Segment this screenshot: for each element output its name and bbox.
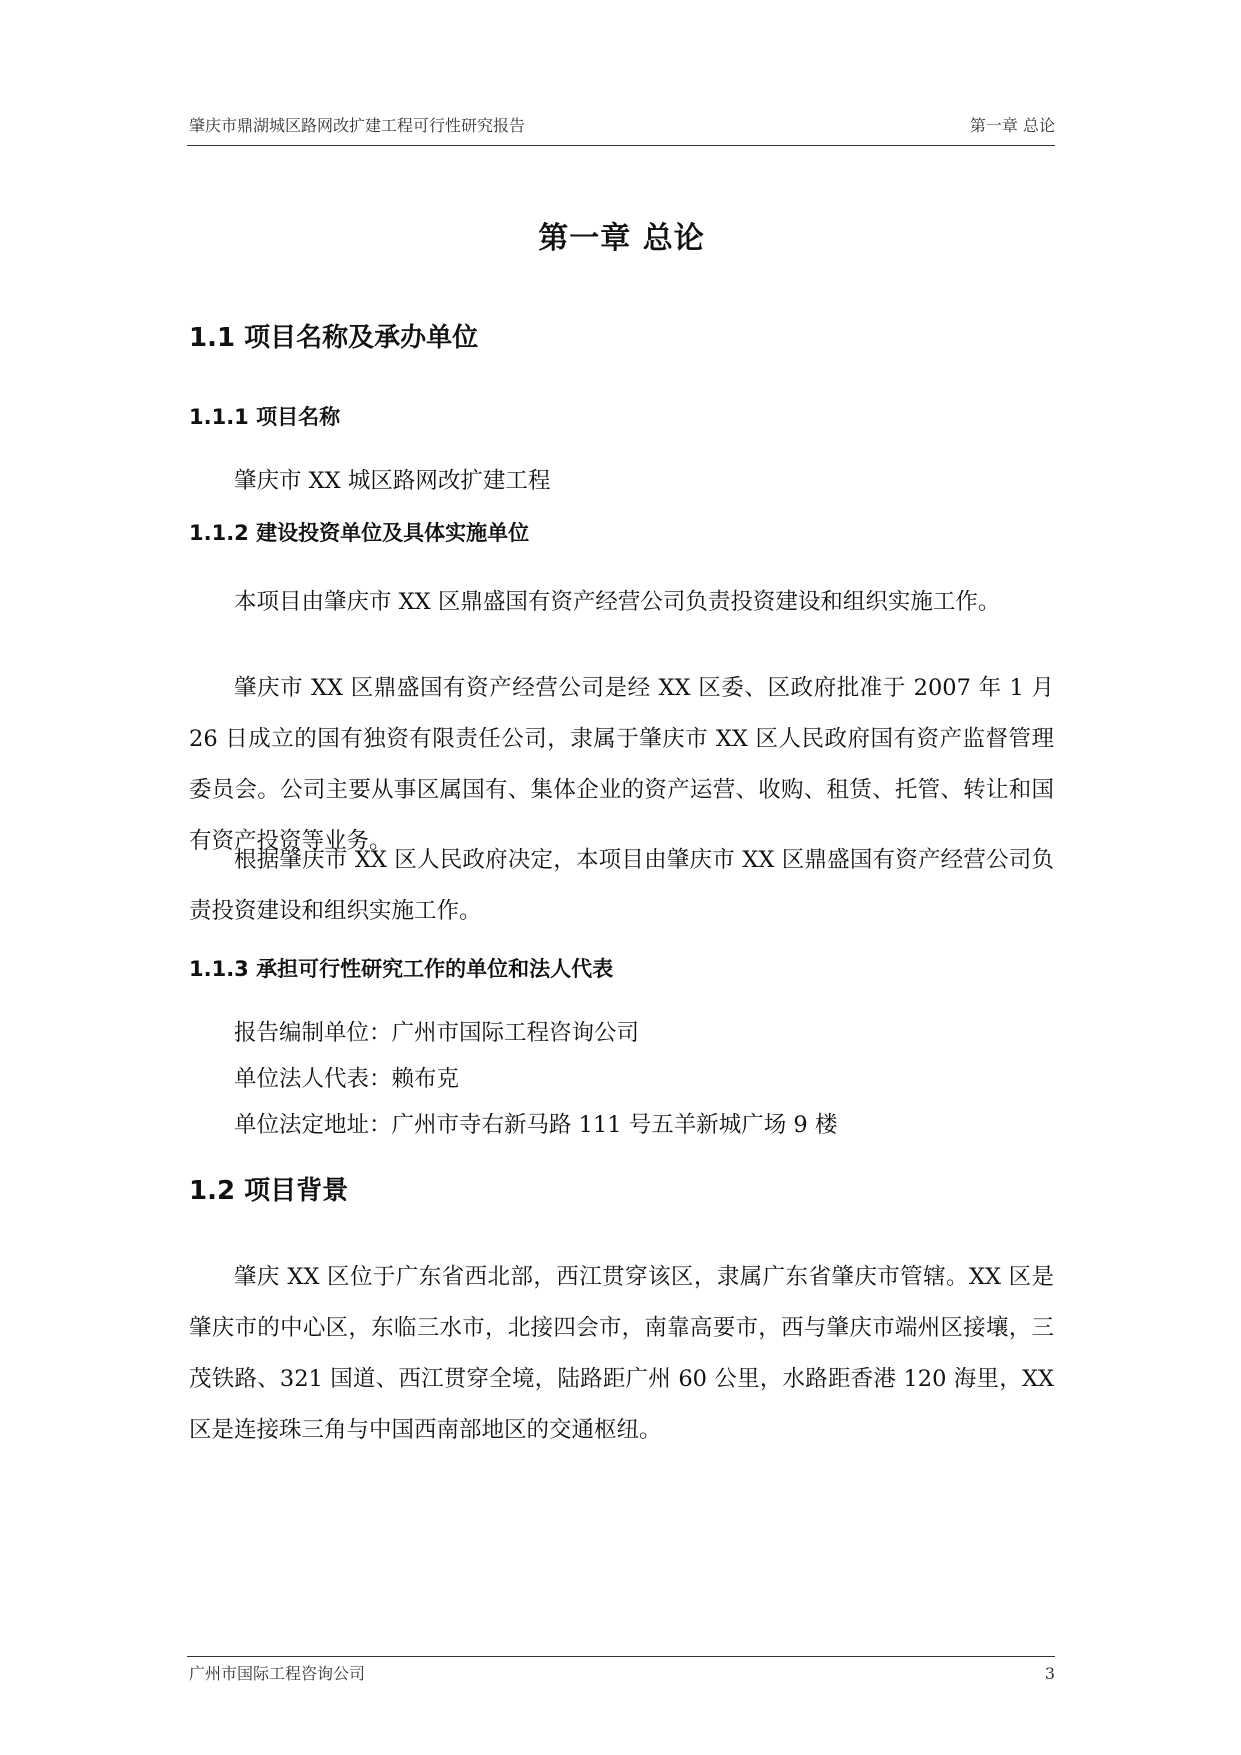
legal-address-line: 单位法定地址：广州市寺右新马路 111 号五羊新城广场 9 楼 [234,1112,838,1138]
subsection-heading-1-1-2: 1.1.2 建设投资单位及具体实施单位 [189,521,530,545]
subsection-heading-1-1-3: 1.1.3 承担可行性研究工作的单位和法人代表 [189,957,614,981]
chapter-title: 第一章 总论 [538,221,705,256]
header-rule [187,145,1055,146]
running-header-chapter: 第一章 总论 [969,116,1055,135]
legal-representative-line: 单位法人代表：赖布克 [234,1066,460,1092]
section-heading-1-1: 1.1 项目名称及承办单位 [189,323,479,353]
footer-rule [187,1656,1055,1657]
subsection-heading-1-1-1: 1.1.1 项目名称 [189,405,341,429]
paragraph: 根据肇庆市 XX 区人民政府决定，本项目由肇庆市 XX 区鼎盛国有资产经营公司负责投资建设和组织实施工作。 [189,847,1054,924]
running-header-title: 肇庆市鼎湖城区路网改扩建工程可行性研究报告 [189,116,526,135]
paragraph: 肇庆 XX 区位于广东省西北部，西江贯穿该区，隶属广东省肇庆市管辖。XX 区是肇庆市的中心区，东临三水市，北接四会市，南靠高要市，西与肇庆市端州区接壤，三茂铁路、321 国道、西江贯穿全境，陆路距广州 60 公里，水路距香港 120 海里，XX 区是连接珠三角与中国西南部地区的交通枢纽。 [189,1264,1054,1443]
report-unit-line: 报告编制单位：广州市国际工程咨询公司 [234,1020,640,1046]
section-heading-1-2: 1.2 项目背景 [189,1176,349,1206]
paragraph: 本项目由肇庆市 XX 区鼎盛国有资产经营公司负责投资建设和组织实施工作。 [234,589,1001,615]
page-number: 3 [1044,1664,1055,1683]
project-name: 肇庆市 XX 城区路网改扩建工程 [234,468,551,494]
paragraph: 肇庆市 XX 区鼎盛国有资产经营公司是经 XX 区委、区政府批准于 2007 年 1 月 26 日成立的国有独资有限责任公司，隶属于肇庆市 XX 区人民政府国有资产监督管理委员会。公司主要从事区属国有、集体企业的资产运营、收购、租赁、托管、转让和国有资产投资等业务。 [189,675,1054,854]
footer-company: 广州市国际工程咨询公司 [189,1664,366,1683]
